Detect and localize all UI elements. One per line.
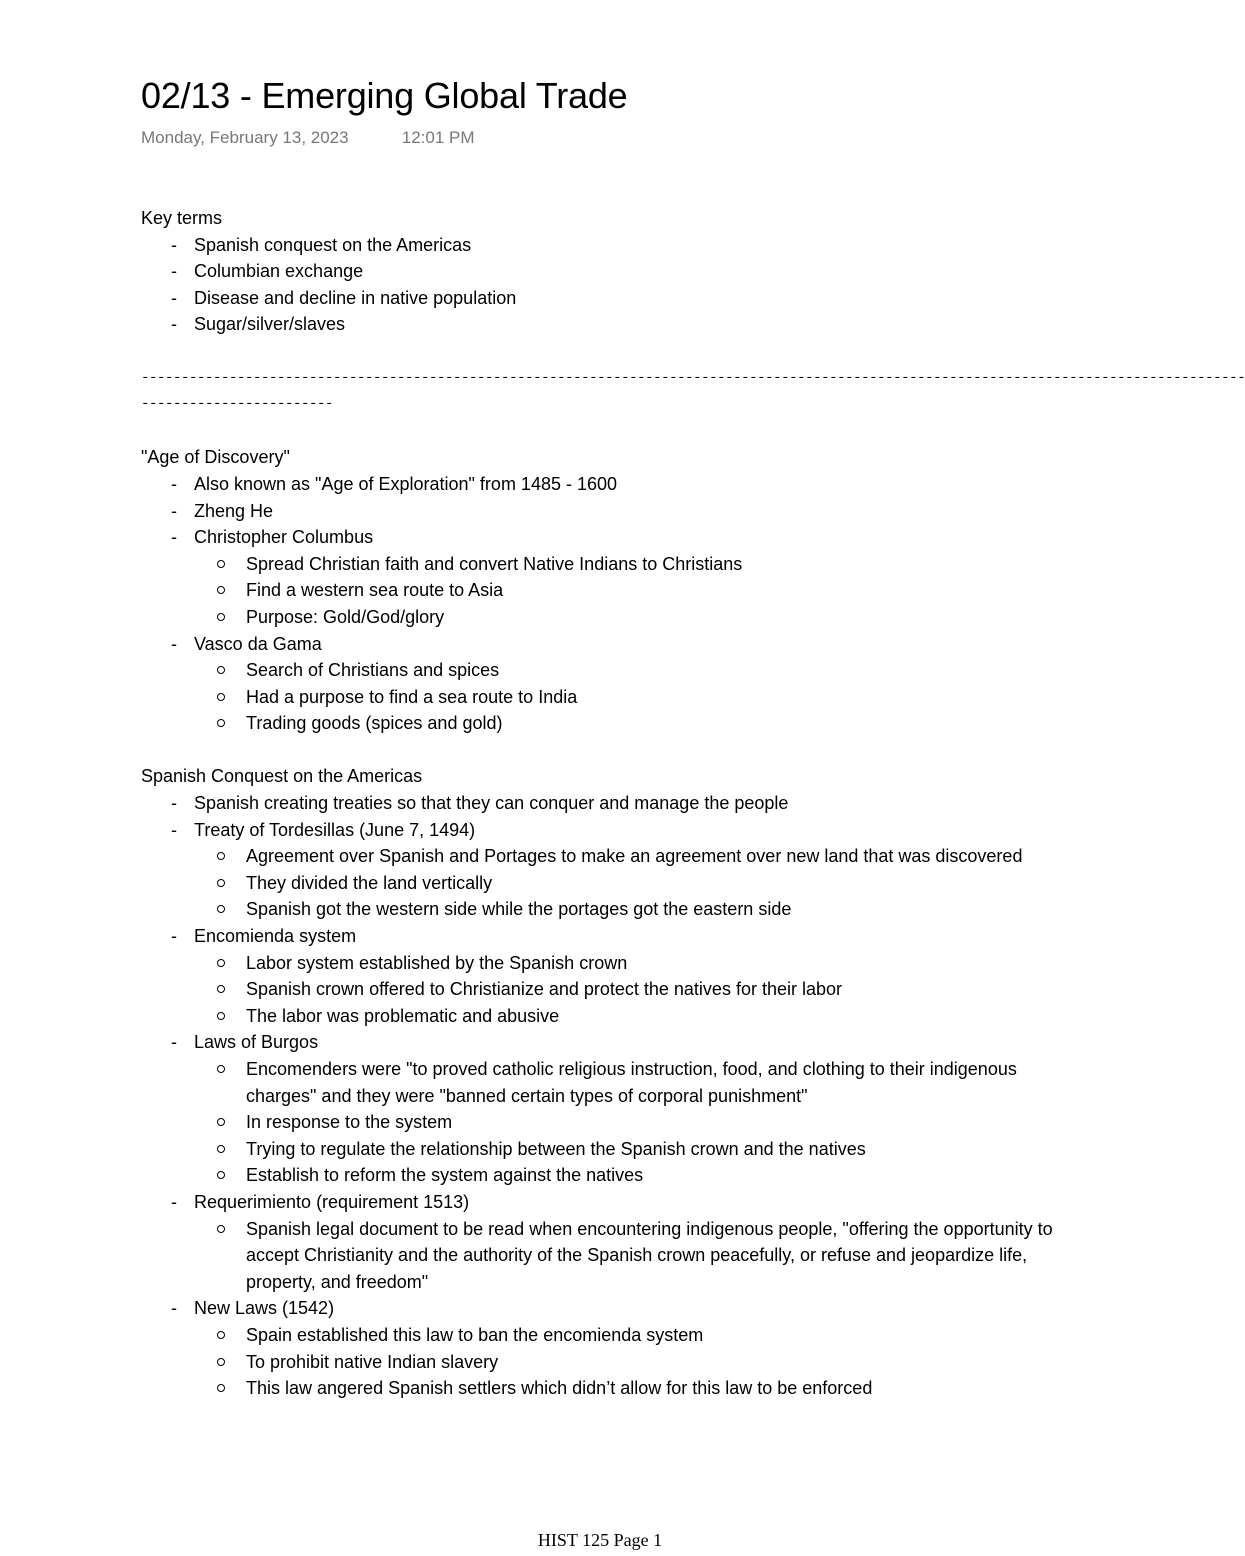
circle-bullet-icon xyxy=(217,985,225,993)
list-item: - Spanish creating treaties so that they can conquer and manage the people xyxy=(141,790,1101,817)
list-item: - Laws of Burgos xyxy=(141,1029,1101,1056)
circle-bullet-icon xyxy=(217,1065,225,1073)
circle-bullet-icon xyxy=(217,905,225,913)
sub-list-item: Spanish crown offered to Christianize and protect the natives for their labor xyxy=(141,976,1101,1003)
list-item: - New Laws (1542) xyxy=(141,1295,1101,1322)
note-time: 12:01 PM xyxy=(401,128,475,147)
sub-list-item: Establish to reform the system against the natives xyxy=(141,1162,1101,1189)
circle-bullet-icon xyxy=(217,666,225,674)
circle-bullet-icon xyxy=(217,719,225,727)
circle-bullet-icon xyxy=(217,1358,225,1366)
page-title: 02/13 - Emerging Global Trade xyxy=(141,75,628,116)
list-item: - Treaty of Tordesillas (June 7, 1494) xyxy=(141,817,1101,844)
list-item: - Sugar/silver/slaves xyxy=(141,311,1101,338)
circle-bullet-icon xyxy=(217,693,225,701)
circle-bullet-icon xyxy=(217,1012,225,1020)
circle-bullet-icon xyxy=(217,1225,225,1233)
sub-list-item: Trying to regulate the relationship between the Spanish crown and the natives xyxy=(141,1136,1101,1163)
note-date: Monday, February 13, 2023 xyxy=(141,128,349,147)
circle-bullet-icon xyxy=(217,959,225,967)
note-metadata xyxy=(141,128,1101,152)
sub-list-item: They divided the land vertically xyxy=(141,870,1101,897)
sub-list-item: Spread Christian faith and convert Native Indians to Christians xyxy=(141,551,1101,578)
note-body xyxy=(141,205,1245,1402)
circle-bullet-icon xyxy=(217,1384,225,1392)
list-item: - Christopher Columbus xyxy=(141,524,1101,551)
circle-bullet-icon xyxy=(217,1331,225,1339)
circle-bullet-icon xyxy=(217,1118,225,1126)
circle-bullet-icon xyxy=(217,1145,225,1153)
sub-list-item: This law angered Spanish settlers which didn’t allow for this law to be enforced xyxy=(141,1375,1101,1402)
sub-list-item: Labor system established by the Spanish crown xyxy=(141,950,1101,977)
list-item: - Zheng He xyxy=(141,498,1101,525)
sub-list-item: Trading goods (spices and gold) xyxy=(141,710,1101,737)
sub-list-item: Find a western sea route to Asia xyxy=(141,577,1101,604)
divider-line-continuation: ------------------------ xyxy=(141,396,334,413)
list-item: - Requerimiento (requirement 1513) xyxy=(141,1189,1101,1216)
circle-bullet-icon xyxy=(217,1171,225,1179)
sub-list-item: Spain established this law to ban the encomienda system xyxy=(141,1322,1101,1349)
note-page xyxy=(141,72,1245,1402)
sub-list-item: Spanish legal document to be read when encountering indigenous people, "offering the opportunity to accept Christianity and the authority of the Spanish crown peacefully, or refuse and jeopardize life, property, and freedom" xyxy=(141,1216,1076,1296)
list-item: - Disease and decline in native population xyxy=(141,285,1101,312)
page-footer: HIST 125 Page 1 xyxy=(537,1530,663,1550)
sub-list-item: To prohibit native Indian slavery xyxy=(141,1349,1101,1376)
sub-list-item: Purpose: Gold/God/glory xyxy=(141,604,1101,631)
circle-bullet-icon xyxy=(217,613,225,621)
sub-list-item: Encomenders were "to proved catholic religious instruction, food, and clothing to their indigenous charges" and they were "banned certain types of corporal punishment" xyxy=(141,1056,1066,1109)
list-item: - Also known as "Age of Exploration" from 1485 - 1600 xyxy=(141,471,1101,498)
list-item: - Columbian exchange xyxy=(141,258,1101,285)
sub-list-item: The labor was problematic and abusive xyxy=(141,1003,1101,1030)
circle-bullet-icon xyxy=(217,586,225,594)
divider-line: ------------------------------------------------------------------------------------------------------------------------------------------ xyxy=(141,369,1245,386)
sub-list-item: Had a purpose to find a sea route to India xyxy=(141,684,1101,711)
sub-list-item: Spanish got the western side while the portages got the eastern side xyxy=(141,896,1101,923)
list-item: - Encomienda system xyxy=(141,923,1101,950)
list-item: - Vasco da Gama xyxy=(141,631,1101,658)
circle-bullet-icon xyxy=(217,852,225,860)
circle-bullet-icon xyxy=(217,560,225,568)
circle-bullet-icon xyxy=(217,879,225,887)
section-heading-spanish-conquest: Spanish Conquest on the Americas xyxy=(141,766,423,787)
section-heading-key-terms: Key terms xyxy=(141,208,223,228)
section-heading-age-of-discovery: "Age of Discovery" xyxy=(141,447,290,468)
sub-list-item: In response to the system xyxy=(141,1109,1101,1136)
list-item: - Spanish conquest on the Americas xyxy=(141,232,1101,259)
sub-list-item: Agreement over Spanish and Portages to make an agreement over new land that was discovered xyxy=(141,843,1056,870)
sub-list-item: Search of Christians and spices xyxy=(141,657,1101,684)
